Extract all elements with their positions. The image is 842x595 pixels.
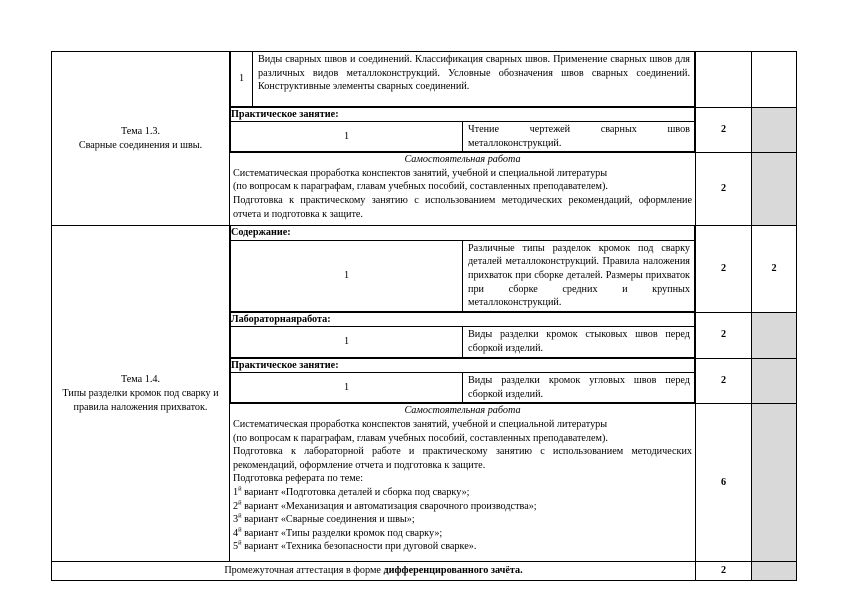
item-number: 1: [231, 327, 463, 357]
topic-1-4-content: [230, 226, 696, 313]
topic-1-4-practice: [230, 358, 696, 404]
variant-number: 4: [233, 527, 239, 539]
essay-variant-item: [230, 513, 695, 527]
curriculum-table: [51, 51, 797, 581]
shaded-cell: [752, 312, 797, 358]
self-work-line: Систематическая проработка конспектов занятий, учебной и специальной литературы: [233, 419, 608, 430]
shaded-cell: [752, 107, 797, 153]
variant-number: 1: [233, 486, 239, 498]
self-work-line: Подготовка к лабораторной работе и практическому занятию с использованием методических рекомендаций, оформление отчета и подготовка к защите.: [233, 446, 692, 471]
practice-hours: 2: [696, 107, 752, 153]
item-number: 1: [231, 52, 253, 106]
self-work-line: Систематическая проработка конспектов занятий, учебной и специальной литературы: [233, 167, 608, 179]
self-work-hours: 2: [696, 153, 752, 226]
practice-header: Практическое занятие:: [231, 108, 695, 122]
variant-ordinal-suffix: й: [238, 499, 242, 507]
self-work-line: Подготовка реферата по теме:: [233, 473, 364, 485]
shaded-cell: [752, 404, 797, 562]
variant-ordinal-suffix: й: [238, 539, 242, 547]
variant-text: вариант «Типы разделки кромок под сварку»;: [241, 527, 443, 539]
self-work-header: Самостоятельная работа: [404, 154, 521, 166]
practice-text: Чтение чертежей сварных швов металлоконструкций.: [463, 122, 695, 152]
essay-variant-item: [230, 486, 695, 500]
topic-1-3-content: [230, 52, 696, 108]
self-work-header: Самостоятельная работа: [404, 405, 521, 417]
attestation-row: [52, 562, 696, 581]
item-number: 1: [231, 122, 463, 152]
content-hours: 2: [696, 226, 752, 313]
topic-1-3-practice: [230, 107, 696, 153]
essay-variants-list: [230, 486, 695, 554]
variant-number: 3: [233, 514, 239, 526]
practice-header: Практическое занятие:: [231, 359, 695, 373]
content-text: Виды сварных швов и соединений. Классификация сварных швов. Применение сварных швов для различных видов металлоконструкций. Условные обозначения швов сварных соединений. Конструктивные элементы сварных соединений.: [253, 52, 695, 106]
content-level: 2: [752, 226, 797, 313]
variant-ordinal-suffix: й: [238, 526, 242, 534]
essay-variant-item: [230, 527, 695, 541]
lab-text: Виды разделки кромок стыковых швов перед сборкой изделий.: [463, 327, 695, 357]
practice-hours: 2: [696, 358, 752, 404]
topic-1-3-title: Тема 1.3. Сварные соединения и швы.: [52, 52, 230, 226]
essay-variant-item: [230, 500, 695, 514]
self-work-line: Подготовка к практическому занятию с использованием методических рекомендаций, оформление отчета и подготовка к защите.: [233, 195, 692, 220]
lab-header: Лабораторнаяработа:: [231, 313, 695, 327]
content-text: Различные типы разделок кромок под сварку деталей металлоконструкций. Правила наложения прихваток при сборке деталей. Размеры прихваток при сборке средних и крупных металлоконструкций.: [463, 240, 695, 311]
topic-1-4-self-work: [230, 404, 696, 562]
variant-text: вариант «Подготовка деталей и сборка под сварку»;: [241, 486, 470, 498]
variant-ordinal-suffix: й: [238, 485, 242, 493]
shaded-cell: [752, 153, 797, 226]
variant-ordinal-suffix: й: [238, 512, 242, 520]
topic-1-4-lab: [230, 312, 696, 358]
item-number: 1: [231, 240, 463, 311]
variant-number: 2: [233, 500, 239, 512]
variant-text: вариант «Техника безопасности при дуговой сварке».: [241, 541, 477, 553]
topic-1-4-title: Тема 1.4. Типы разделки кромок под сварку и правила наложения прихваток.: [52, 226, 230, 562]
attestation-prefix: Промежуточная аттестация в форме: [224, 565, 384, 577]
shaded-cell: [752, 562, 797, 581]
level-cell-empty: [752, 52, 797, 108]
practice-text: Виды разделки кромок угловых швов перед сборкой изделий.: [463, 373, 695, 403]
shaded-cell: [752, 358, 797, 404]
variant-text: вариант «Сварные соединения и швы»;: [241, 514, 415, 526]
hours-cell-empty: [696, 52, 752, 108]
content-header: Содержание:: [231, 226, 695, 240]
self-work-line: (по вопросам к параграфам, главам учебных пособий, составленных преподавателем).: [233, 181, 608, 193]
variant-number: 5: [233, 541, 239, 553]
self-work-line: (по вопросам к параграфам, главам учебных пособий, составленных преподавателем).: [233, 432, 608, 444]
topic-1-3-self-work: [230, 153, 696, 226]
item-number: 1: [231, 373, 463, 403]
lab-hours: 2: [696, 312, 752, 358]
attestation-hours: 2: [696, 562, 752, 581]
self-work-hours: 6: [696, 404, 752, 562]
essay-variant-item: [230, 540, 695, 554]
variant-text: вариант «Механизация и автоматизация сварочного производства»;: [241, 500, 537, 512]
attestation-form: дифференцированного зачёта.: [383, 565, 523, 577]
